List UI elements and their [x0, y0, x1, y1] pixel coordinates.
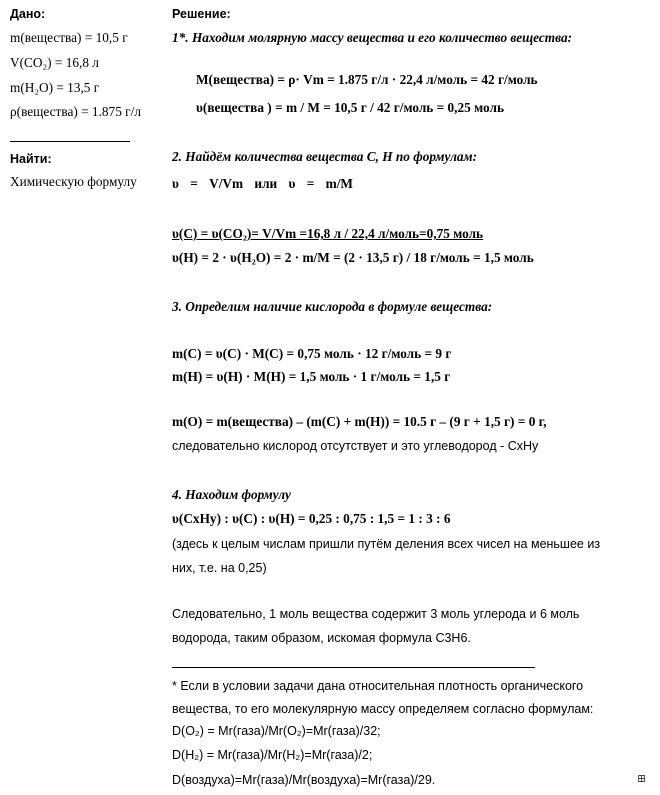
step2-carbon: υ(C) = υ(CO₂)= V/Vm =16,8 л / 22,4 л/моль=0,75 моль [172, 226, 484, 241]
find-text: Химическую формулу [10, 174, 137, 189]
given-density: ρ(вещества) = 1.875 г/л [10, 104, 141, 119]
paragraph-mark-icon: ⊞ [637, 773, 647, 785]
step3-carbon-mass: m(C) = υ(C) · M(C) = 0,75 моль · 12 г/моль = 9 г [172, 346, 452, 361]
step4-title: 4. Находим формулу [172, 487, 291, 502]
step3-title: 3. Определим наличие кислорода в формуле вещества: [172, 299, 493, 314]
step1-molar-mass: M(вещества) = ρ· Vm = 1.875 г/л · 22,4 л/моль = 42 г/моль [196, 72, 538, 87]
step3-hydrogen-mass: m(H) = υ(H) · M(H) = 1,5 моль · 1 г/моль = 1,5 г [172, 369, 451, 384]
step2-title: 2. Найдём количества вещества С, Н по формулам: [172, 149, 478, 164]
step2-hydrogen: υ(H) = 2 · υ(H₂O) = 2 · m/M = (2 · 13,5 г) / 18 г/моль = 1,5 моль [172, 250, 534, 265]
step2-formula: υ = V/Vm или υ = m/M [172, 176, 353, 191]
given-mass: m(вещества) = 10,5 г [10, 30, 128, 45]
conclusion-line1: Следовательно, 1 моль вещества содержит 3 моль углерода и 6 моль [172, 607, 580, 621]
given-divider [10, 141, 130, 142]
given-header: Дано: [10, 7, 46, 21]
step4-note-line1: (здесь к целым числам пришли путём деления всех чисел на меньшее из [172, 537, 601, 551]
footnote-oxygen: D(O₂) = Mr(газа)/Mr(O₂)=Mr(газа)/32; [172, 724, 381, 738]
step3-conclusion: следовательно кислород отсутствует и это углеводород - CxHy [172, 439, 539, 453]
footnote-hydrogen: D(H₂) = Mr(газа)/Mr(H₂)=Mr(газа)/2; [172, 748, 373, 762]
given-water: m(H₂O) = 13,5 г [10, 80, 100, 95]
solution-header: Решение: [172, 7, 231, 21]
step4-note-line2: них, т.е. на 0,25) [172, 561, 267, 575]
conclusion-line2: водорода, таким образом, искомая формула C3H6. [172, 631, 471, 645]
given-volume: V(CO₂) = 16,8 л [10, 55, 99, 70]
step3-oxygen-mass: m(O) = m(вещества) – (m(C) + m(H)) = 10.5 г – (9 г + 1,5 г) = 0 г, [172, 414, 547, 429]
footnote-line2: вещества, то его молекулярную массу определяем согласно формулам: [172, 702, 594, 716]
find-header: Найти: [10, 152, 52, 166]
footnote-air: D(воздуха)=Mr(газа)/Mr(воздуха)=Mr(газа)/29. [172, 773, 436, 787]
step1-amount: υ(вещества ) = m / M = 10,5 г / 42 г/моль = 0,25 моль [196, 100, 504, 115]
footnote-line1: * Если в условии задачи дана относительная плотность органического [172, 679, 584, 693]
step1-title: 1*. Находим молярную массу вещества и его количество вещества: [172, 30, 573, 45]
footnote-divider [172, 667, 535, 668]
step4-ratio: υ(CxHy) : υ(C) : υ(H) = 0,25 : 0,75 : 1,5 = 1 : 3 : 6 [172, 511, 451, 526]
